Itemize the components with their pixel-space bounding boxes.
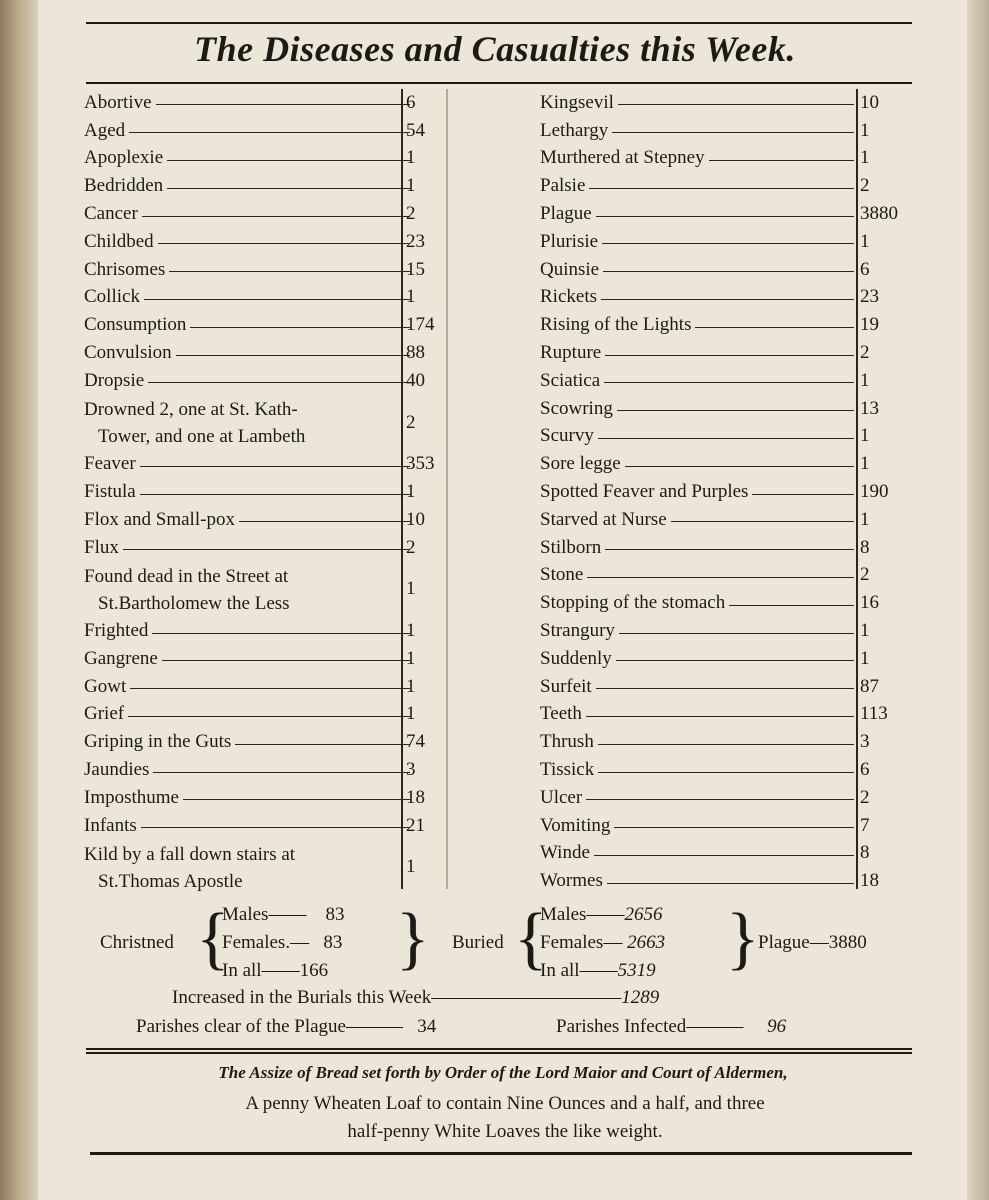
right-entry-leader-line: [752, 494, 854, 495]
right-entry-count: 7: [860, 814, 870, 836]
left-entry-name: Apoplexie: [84, 147, 164, 169]
left-entry-name: Flox and Small-pox: [84, 508, 235, 530]
right-entry-count: 1: [860, 647, 870, 669]
right-entry: [540, 867, 858, 895]
left-entry-leader-line: [130, 688, 410, 689]
right-entry: [540, 450, 858, 478]
left-entry-name: [84, 562, 290, 617]
left-count-list: [406, 89, 435, 895]
left-entry: [84, 534, 414, 562]
left-entry-leader-line: [190, 327, 410, 328]
right-entry: [540, 256, 858, 284]
left-entry-leader-line: [148, 382, 410, 383]
right-entry-count: 6: [860, 258, 870, 280]
right-entry-leader-line: [596, 688, 854, 689]
right-entry-leader-line: [586, 799, 854, 800]
left-entry-name: Gowt: [84, 675, 127, 697]
right-entry-count: 18: [860, 870, 879, 892]
left-entry-leader-line: [183, 799, 410, 800]
title-underline-rule: [86, 82, 912, 84]
buried-males-value: 2656: [624, 904, 663, 925]
right-entry: [540, 228, 858, 256]
right-entry-name: Rising of the Lights: [540, 314, 692, 336]
left-entry-name: Imposthume: [84, 786, 179, 808]
right-entry-count: 8: [860, 536, 870, 558]
right-entry-count: 16: [860, 592, 879, 614]
right-entry-name: Rickets: [540, 286, 597, 308]
right-entry-count: 3: [860, 731, 870, 753]
left-entry: [84, 200, 414, 228]
left-entry-leader-line: [142, 216, 410, 217]
left-entry-name: Infants: [84, 814, 137, 836]
right-entry: [540, 756, 858, 784]
right-entry-count: 190: [860, 481, 889, 503]
right-entry-leader-line: [617, 410, 854, 411]
right-entry-name: Palsie: [540, 175, 586, 197]
right-entry: [540, 589, 858, 617]
right-entry: [540, 478, 858, 506]
buried-all-value: 5319: [617, 960, 656, 981]
left-entry-count: 2: [406, 203, 416, 225]
right-entry-count: 19: [860, 314, 879, 336]
bottom-rule: [90, 1152, 912, 1155]
christned-all-value: 166: [299, 960, 329, 981]
right-entry: [540, 367, 858, 395]
right-entry-name: Surfeit: [540, 675, 592, 697]
right-entry-leader-line: [671, 521, 854, 522]
left-entry-count: 40: [406, 369, 425, 391]
right-entry-leader-line: [589, 188, 854, 189]
christned-females-row: Females.— 83: [222, 932, 343, 953]
left-entry-leader-line: [123, 549, 410, 550]
right-disease-list: [540, 89, 858, 895]
right-entry-name: Quinsie: [540, 258, 600, 280]
left-entry-name-line2: St.Bartholomew the Less: [98, 592, 290, 614]
right-entry-name: Stilborn: [540, 536, 602, 558]
right-entry-count: 6: [860, 759, 870, 781]
christned-all-label: In all: [222, 960, 262, 981]
right-entry-name: Kingsevil: [540, 91, 614, 113]
left-entry-leader-line: [167, 188, 410, 189]
right-entry-leader-line: [619, 633, 854, 634]
parishes-clear-label: Parishes clear of the Plague: [136, 1016, 346, 1037]
right-entry-count: 13: [860, 397, 879, 419]
right-entry-name: Teeth: [540, 703, 582, 725]
assize-heading: The Assize of Bread set forth by Order of the Lord Maior and Court of Aldermen,: [218, 1063, 788, 1082]
right-entry: [540, 89, 858, 117]
christned-females-value: 83: [323, 932, 343, 953]
left-entry: [84, 840, 414, 896]
left-entry-name-line1: Found dead in the Street at: [84, 565, 289, 587]
parishes-clear-row: Parishes clear of the Plague——— 34: [136, 1016, 437, 1037]
right-entry-name: Vomiting: [540, 814, 611, 836]
increase-row: Increased in the Burials this Week——————————1289: [172, 987, 660, 1008]
left-entry-name: Convulsion: [84, 342, 172, 364]
right-entry-count: 1: [860, 147, 870, 169]
left-entry: [84, 339, 414, 367]
right-entry-leader-line: [618, 104, 854, 105]
right-entry-leader-line: [605, 355, 854, 356]
right-entry-count: 2: [860, 175, 870, 197]
left-entry-count: 1: [406, 620, 416, 642]
left-entry-name: Grief: [84, 703, 125, 725]
christned-males-label: Males: [222, 904, 269, 925]
left-entry-leader-line: [162, 660, 410, 661]
left-entry-leader-line: [239, 521, 410, 522]
left-entry: [84, 311, 414, 339]
buried-females-value: 2663: [627, 932, 666, 953]
right-entry-count: 1: [860, 119, 870, 141]
left-entry-count: 1: [406, 675, 416, 697]
left-entry-name: Feaver: [84, 453, 136, 475]
left-entry-leader-line: [235, 744, 410, 745]
left-entry: [84, 145, 414, 173]
right-count-list: [860, 89, 898, 895]
left-entry-name: Childbed: [84, 230, 154, 252]
right-entry-count: 8: [860, 842, 870, 864]
left-entry-count: 1: [406, 578, 416, 600]
left-entry: [84, 395, 414, 451]
right-entry-leader-line: [602, 243, 854, 244]
left-entry: [84, 701, 414, 729]
increase-value: 1289: [621, 987, 660, 1008]
right-entry: [540, 200, 858, 228]
left-entry: [84, 784, 414, 812]
left-entry-name: Griping in the Guts: [84, 731, 232, 753]
left-entry: [84, 756, 414, 784]
left-entry-count: 353: [406, 453, 435, 475]
left-entry-name: Fistula: [84, 481, 136, 503]
left-entry-count: 2: [406, 411, 416, 433]
right-entry-name: Murthered at Stepney: [540, 147, 705, 169]
christned-open-brace: {: [196, 900, 230, 977]
right-entry-leader-line: [612, 132, 854, 133]
buried-all-row: In all——5319: [540, 960, 656, 981]
buried-close-brace: }: [726, 900, 760, 977]
left-entry-name: [84, 840, 295, 895]
right-entry: [540, 172, 858, 200]
right-entry: [540, 145, 858, 173]
right-entry: [540, 534, 858, 562]
left-entry-name: Flux: [84, 536, 119, 558]
left-entry: [84, 89, 414, 117]
right-entry: [540, 339, 858, 367]
parishes-infected-value: 96: [767, 1016, 787, 1037]
left-entry: [84, 172, 414, 200]
right-entry-count: 113: [860, 703, 888, 725]
right-entry: [540, 284, 858, 312]
left-entry-leader-line: [167, 160, 410, 161]
left-entry-name-line1: Kild by a fall down stairs at: [84, 843, 296, 865]
buried-label: Buried: [452, 932, 504, 953]
right-entry-leader-line: [604, 382, 854, 383]
left-entry-leader-line: [140, 494, 410, 495]
right-entry-name: Scurvy: [540, 425, 594, 447]
right-entry-count: 1: [860, 369, 870, 391]
right-entry-name: Scowring: [540, 397, 613, 419]
left-entry-name: Jaundies: [84, 759, 150, 781]
left-entry-count: 6: [406, 91, 416, 113]
increase-label: Increased in the Burials this Week: [172, 987, 432, 1008]
left-entry-leader-line: [153, 772, 410, 773]
right-entry-leader-line: [729, 605, 854, 606]
left-entry: [84, 812, 414, 840]
book-spine-shadow: [0, 0, 38, 1200]
left-entry-count: 10: [406, 508, 425, 530]
christned-females-label: Females: [222, 932, 286, 953]
left-entry: [84, 450, 414, 478]
left-entry-count: 1: [406, 286, 416, 308]
right-entry-count: 2: [860, 786, 870, 808]
right-entry-name: Sciatica: [540, 369, 601, 391]
right-entry-count: 2: [860, 342, 870, 364]
right-entry-name: Spotted Feaver and Purples: [540, 481, 749, 503]
left-entry-count: 1: [406, 481, 416, 503]
left-entry: [84, 478, 414, 506]
left-entry-name-line1: Drowned 2, one at St. Kath-: [84, 398, 298, 420]
center-divider: [446, 89, 448, 889]
assize-top-rule: [86, 1048, 912, 1050]
assize-line-1: A penny Wheaten Loaf to contain Nine Ounces and a half, and three: [245, 1093, 765, 1114]
left-entry-name: Consumption: [84, 314, 187, 336]
right-entry: [540, 701, 858, 729]
christned-all-row: In all——166: [222, 960, 329, 981]
plague-summary-row: Plague—3880: [758, 932, 867, 953]
left-entry-count: 88: [406, 342, 425, 364]
page-edge: [967, 0, 989, 1200]
right-entry-name: Stone: [540, 564, 584, 586]
right-entry-leader-line: [598, 772, 854, 773]
left-entry-name: Frighted: [84, 620, 149, 642]
right-entry-name: Sore legge: [540, 453, 621, 475]
left-entry-leader-line: [141, 827, 410, 828]
left-entry-count: 174: [406, 314, 435, 336]
left-entry: [84, 645, 414, 673]
left-entry-count: 54: [406, 119, 425, 141]
parishes-infected-row: Parishes Infected——— 96: [556, 1016, 787, 1037]
right-entry-leader-line: [695, 327, 854, 328]
buried-males-label: Males: [540, 904, 587, 925]
parishes-clear-value: 34: [417, 1016, 437, 1037]
left-entry-count: 1: [406, 175, 416, 197]
right-entry-count: 23: [860, 286, 879, 308]
left-entry-name: Dropsie: [84, 369, 145, 391]
right-entry: [540, 784, 858, 812]
right-entry: [540, 423, 858, 451]
right-entry-name: Strangury: [540, 620, 615, 642]
right-entry: [540, 673, 858, 701]
buried-females-label: Females: [540, 932, 604, 953]
right-entry: [540, 617, 858, 645]
top-rule: [86, 22, 912, 24]
right-entry-leader-line: [596, 216, 854, 217]
right-entry-name: Thrush: [540, 731, 594, 753]
left-entry-leader-line: [158, 243, 410, 244]
christned-label: Christned: [100, 932, 174, 953]
buried-females-row: Females— 2663: [540, 932, 666, 953]
left-entry-count: 3: [406, 759, 416, 781]
right-entry-leader-line: [586, 716, 854, 717]
left-entry-leader-line: [176, 355, 410, 356]
left-entry-leader-line: [129, 132, 410, 133]
right-entry-name: Suddenly: [540, 647, 612, 669]
left-entry-name: Bedridden: [84, 175, 164, 197]
christned-males-value: 83: [325, 904, 345, 925]
left-entry: [84, 728, 414, 756]
right-entry-leader-line: [616, 660, 854, 661]
left-entry-name: Abortive: [84, 91, 152, 113]
left-entry-count: 23: [406, 230, 425, 252]
left-entry-count: 1: [406, 856, 416, 878]
buried-males-row: Males——2656: [540, 904, 663, 925]
left-entry: [84, 673, 414, 701]
right-entry-name: Tissick: [540, 759, 595, 781]
right-entry-leader-line: [605, 549, 854, 550]
right-entry-count: 1: [860, 508, 870, 530]
right-entry-count: 1: [860, 230, 870, 252]
right-entry: [540, 645, 858, 673]
right-entry-leader-line: [594, 855, 854, 856]
left-entry: [84, 562, 414, 618]
right-entry-name: Ulcer: [540, 786, 583, 808]
right-entry: [540, 311, 858, 339]
left-entry-count: 1: [406, 147, 416, 169]
right-entry: [540, 506, 858, 534]
left-entry-count: 1: [406, 647, 416, 669]
left-entry-name: Aged: [84, 119, 126, 141]
right-entry-leader-line: [625, 466, 854, 467]
right-entry-leader-line: [598, 744, 854, 745]
left-entry-name: [84, 395, 305, 450]
right-entry-count: 2: [860, 564, 870, 586]
left-entry-name-line2: St.Thomas Apostle: [98, 870, 243, 892]
right-entry-count: 10: [860, 91, 879, 113]
left-entry-name: Cancer: [84, 203, 138, 225]
christned-males-row: Males—— 83: [222, 904, 345, 925]
left-entry-leader-line: [152, 633, 410, 634]
assize-top-rule-2: [86, 1052, 912, 1054]
left-entry-count: 1: [406, 703, 416, 725]
right-entry-count: 1: [860, 425, 870, 447]
right-entry-count: 3880: [860, 203, 898, 225]
right-entry-leader-line: [598, 438, 854, 439]
left-entry-name: Collick: [84, 286, 140, 308]
left-entry-name: Chrisomes: [84, 258, 166, 280]
right-entry-count: 87: [860, 675, 879, 697]
right-entry-leader-line: [709, 160, 854, 161]
right-entry-leader-line: [607, 883, 854, 884]
right-entry-count: 1: [860, 453, 870, 475]
right-entry: [540, 117, 858, 145]
right-entry-leader-line: [603, 271, 854, 272]
christned-close-brace: }: [396, 900, 430, 977]
buried-open-brace: {: [514, 900, 548, 977]
right-entry-leader-line: [601, 299, 854, 300]
left-entry-leader-line: [169, 271, 410, 272]
left-entry-leader-line: [144, 299, 410, 300]
left-entry-count: 74: [406, 731, 425, 753]
left-entry-count: 21: [406, 814, 425, 836]
left-entry-leader-line: [156, 104, 410, 105]
parishes-infected-label: Parishes Infected: [556, 1016, 687, 1037]
right-entry: [540, 728, 858, 756]
left-disease-list: [84, 89, 414, 895]
left-entry-count: 15: [406, 258, 425, 280]
right-entry: [540, 395, 858, 423]
left-entry: [84, 506, 414, 534]
left-entry: [84, 228, 414, 256]
right-entry-count: 1: [860, 620, 870, 642]
right-entry-name: Stopping of the stomach: [540, 592, 726, 614]
right-entry-name: Plague: [540, 203, 592, 225]
right-entry-name: Wormes: [540, 870, 603, 892]
right-entry-name: Starved at Nurse: [540, 508, 667, 530]
right-entry: [540, 840, 858, 868]
left-entry-name-line2: Tower, and one at Lambeth: [98, 425, 306, 447]
right-entry-name: Rupture: [540, 342, 602, 364]
plague-summary-value: 3880: [828, 932, 867, 953]
left-entry: [84, 617, 414, 645]
right-entry-name: Lethargy: [540, 119, 609, 141]
left-entry: [84, 284, 414, 312]
right-entry: [540, 812, 858, 840]
buried-all-label: In all: [540, 960, 580, 981]
left-entry-leader-line: [140, 466, 410, 467]
right-entry-leader-line: [587, 577, 854, 578]
assize-line-2: half-penny White Loaves the like weight.: [347, 1121, 663, 1142]
right-entry-name: Plurisie: [540, 230, 599, 252]
plague-summary-label: Plague: [758, 932, 810, 953]
left-entry-leader-line: [128, 716, 410, 717]
left-entry-count: 2: [406, 536, 416, 558]
right-entry-name: Winde: [540, 842, 590, 864]
right-entry: [540, 562, 858, 590]
left-entry: [84, 367, 414, 395]
left-entry: [84, 256, 414, 284]
left-entry-name: Gangrene: [84, 647, 158, 669]
left-entry: [84, 117, 414, 145]
left-entry-count: 18: [406, 786, 425, 808]
right-entry-leader-line: [614, 827, 854, 828]
page-title: The Diseases and Casualties this Week.: [194, 29, 796, 69]
